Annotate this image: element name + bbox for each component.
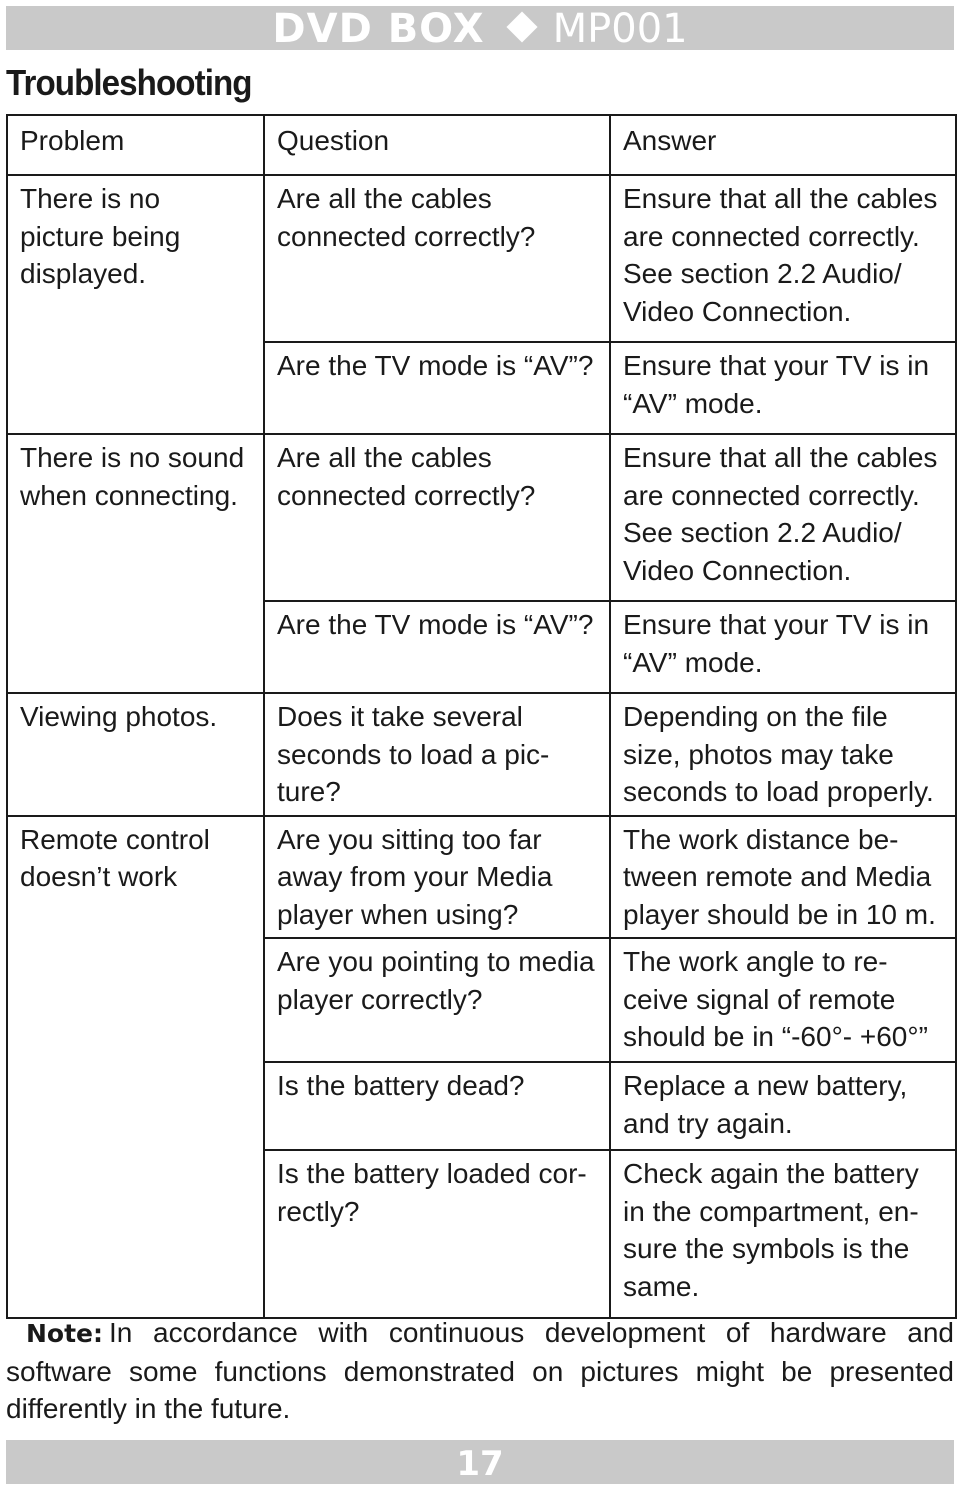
- page-header: [6, 6, 954, 50]
- diamond-icon: [506, 11, 537, 42]
- table-row: [7, 816, 956, 939]
- problem-cell: There is no sound when connecting.: [7, 434, 264, 693]
- answer-cell: Ensure that all the cables are connected correctly. See section 2.2 Audio/ Video Connection.: [610, 175, 956, 342]
- page-footer: [6, 1440, 954, 1484]
- table-row: [7, 434, 956, 601]
- note-paragraph: [6, 1314, 954, 1428]
- table-row: [7, 175, 956, 342]
- question-cell: Are the TV mode is “AV”?: [264, 601, 610, 693]
- answer-cell: Ensure that your TV is in “AV” mode.: [610, 342, 956, 434]
- question-cell: Does it take several seconds to load a pic- ture?: [264, 693, 610, 816]
- column-header-problem: Problem: [7, 115, 264, 175]
- answer-cell: Depending on the file size, photos may take seconds to load properly.: [610, 693, 956, 816]
- page-number: 17: [456, 1444, 504, 1484]
- table-row: [7, 693, 956, 816]
- column-header-question: Question: [264, 115, 610, 175]
- question-cell: Are you sitting too far away from your Media player when using?: [264, 816, 610, 939]
- answer-cell: Ensure that all the cables are connected correctly. See section 2.2 Audio/ Video Connection.: [610, 434, 956, 601]
- problem-cell: Remote control doesn’t work: [7, 816, 264, 1319]
- header-brand: DVD BOX: [272, 6, 485, 52]
- answer-cell: The work distance be- tween remote and Media player should be in 10 m.: [610, 816, 956, 939]
- question-cell: Is the battery dead?: [264, 1062, 610, 1150]
- question-cell: Are you pointing to media player correctly?: [264, 938, 610, 1062]
- answer-cell: The work angle to re- ceive signal of remote should be in “-60°- +60°”: [610, 938, 956, 1062]
- note-text: In accordance with continuous development of hardware and software some functions demonstrated on pictures might be presented differently in the future.: [6, 1317, 954, 1424]
- question-cell: Is the battery loaded cor- rectly?: [264, 1150, 610, 1318]
- section-title: Troubleshooting: [6, 62, 252, 103]
- question-cell: Are all the cables connected correctly?: [264, 175, 610, 342]
- answer-cell: Replace a new battery, and try again.: [610, 1062, 956, 1150]
- problem-cell: Viewing photos.: [7, 693, 264, 816]
- column-header-answer: Answer: [610, 115, 956, 175]
- troubleshooting-table: [6, 114, 957, 1319]
- answer-cell: Ensure that your TV is in “AV” mode.: [610, 601, 956, 693]
- header-model: MP001: [552, 6, 688, 52]
- table-header-row: [7, 115, 956, 175]
- answer-cell: Check again the battery in the compartment, en- sure the symbols is the same.: [610, 1150, 956, 1318]
- problem-cell: There is no picture being displayed.: [7, 175, 264, 434]
- question-cell: Are the TV mode is “AV”?: [264, 342, 610, 434]
- question-cell: Are all the cables connected correctly?: [264, 434, 610, 601]
- note-label: Note:: [26, 1319, 104, 1348]
